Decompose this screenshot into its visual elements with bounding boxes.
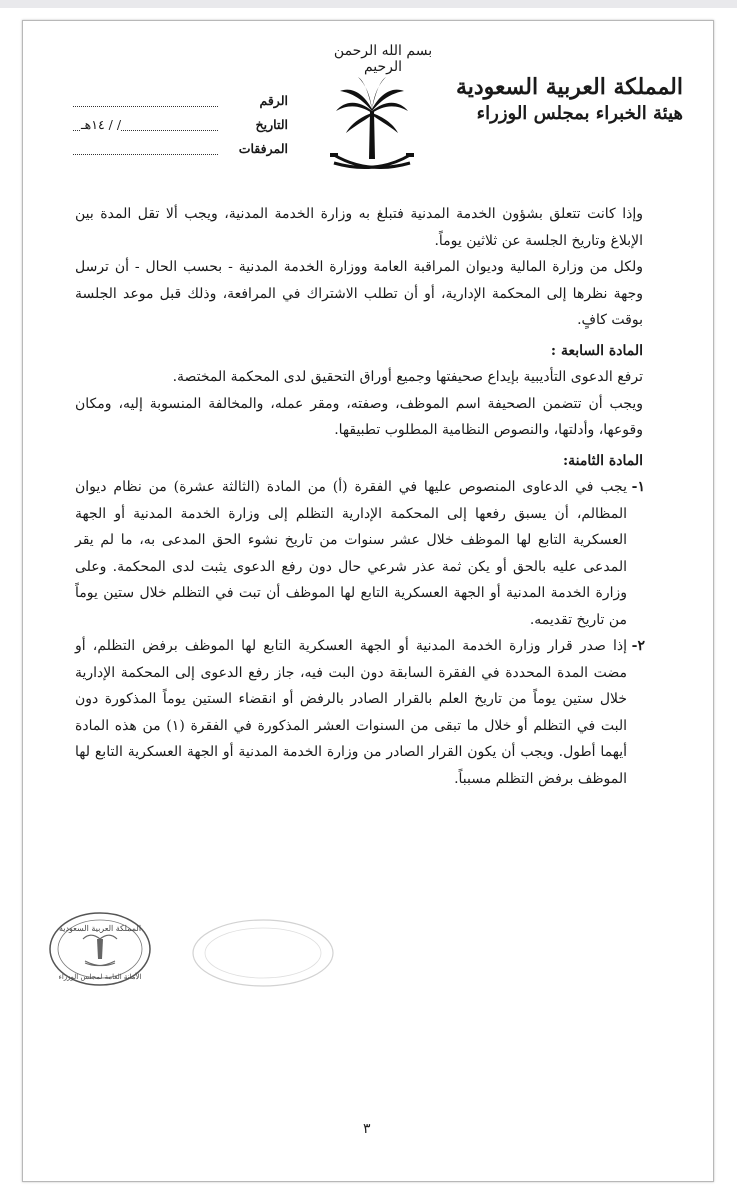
attachments-row [73,141,288,165]
bismillah: بسم الله الرحمن الرحيم [333,43,433,75]
article-8-item-2 [75,633,643,792]
date-label: التاريخ [255,117,288,132]
article-8-heading: المادة الثامنة: [562,452,643,469]
item-2-text: إذا صدر قرار وزارة الخدمة المدنية أو الجهة العسكرية التابع لها الموظف برفض التظلم، أو مضت المدة المحددة في الفقرة السابقة دون البت فيه، جاز رفع الدعوى إلى المحكمة الإدارية خلال ستين يوماً من تاريخ العلم بالقرار الصادر بالرفض أو انقضاء الستين يوماً المذكورة دون البت في التظلم أو خلال ما تبقى من السنوات العشر المذكورة في الفقرة (١) من هذه المادة أيهما أطول. ويجب أن يكون القرار الصادر من وزارة الخدمة المدنية أو الجهة العسكرية التابع لها الموظف برفض التظلم مسبباً. [75,638,627,787]
official-stamp [47,909,153,989]
reference-row [73,93,288,117]
reference-label: الرقم [259,93,288,108]
date-row [73,117,288,141]
stamp-line-2: الأمانة العامة لمجلس الوزراء [58,973,142,981]
article-8-item-1 [75,474,643,633]
paragraph-3: ترفع الدعوى التأديبية بإيداع صحيفتها وجميع أوراق التحقيق لدى المحكمة المختصة. [172,369,643,385]
letterhead [455,73,683,127]
item-2-number: ٢- [631,638,645,654]
viewer-frame-top [0,0,737,8]
stamp-line-1: المملكة العربية السعودية [58,924,142,933]
faint-stamp-watermark [188,916,338,991]
paragraph-1: وإذا كانت تتعلق بشؤون الخدمة المدنية فتبلغ به وزارة الخدمة المدنية، ويجب ألا تقل المدة بين الإبلاغ وتاريخ الجلسة عن ثلاثين يوماً. [75,206,643,249]
saudi-emblem-icon [328,71,416,181]
letterhead-authority: هيئة الخبراء بمجلس الوزراء [476,103,683,124]
document-body [75,201,643,792]
reference-block [73,93,288,165]
item-1-text: يجب في الدعاوى المنصوص عليها في الفقرة (أ) من المادة (الثالثة عشرة) من نظام ديوان المظالم، أن يسبق رفعها إلى المحكمة الإدارية التظلم إلى وزارة الخدمة المدنية أو الجهة العسكرية التابع لها الموظف خلال عشر سنوات من تاريخ نشوء الحق المدعى به، ما لم يقر المدعى عليه بالحق أو يكن ثمة عذر شرعي حال دون رفع الدعوى يثبت لدى المحكمة. وعلى وزارة الخدمة المدنية أو الجهة العسكرية التابع لها الموظف أن تبت في التظلم خلال ستين يوماً من تاريخ تقديمه. [75,479,627,628]
paragraph-4: ويجب أن تتضمن الصحيفة اسم الموظف، وصفته، ومقر عمله، والمخالفة المنسوبة إليه، ومكان وقوعها، وأدلتها، والنصوص النظامية المطلوب تطبيقها. [75,395,643,438]
attachments-line [73,154,218,155]
attachments-label: المرفقات [238,141,288,156]
page-number: ٣ [363,1121,371,1137]
date-value: / / ١٤هـ [81,117,122,132]
letterhead-kingdom: المملكة العربية السعودية [455,74,683,100]
paragraph-2: ولكل من وزارة المالية وديوان المراقبة العامة ووزارة الخدمة المدنية - بحسب الحال - أن ترسل وجهة نظرها إلى المحكمة الإدارية، أو أن تطلب الاشتراك في المرافعة، وذلك قبل موعد الجلسة بوقت كافٍ. [75,259,643,328]
article-7-heading: المادة السابعة : [550,342,643,359]
item-1-number: ١- [631,479,645,495]
document-page [22,20,714,1182]
reference-line [73,106,218,107]
